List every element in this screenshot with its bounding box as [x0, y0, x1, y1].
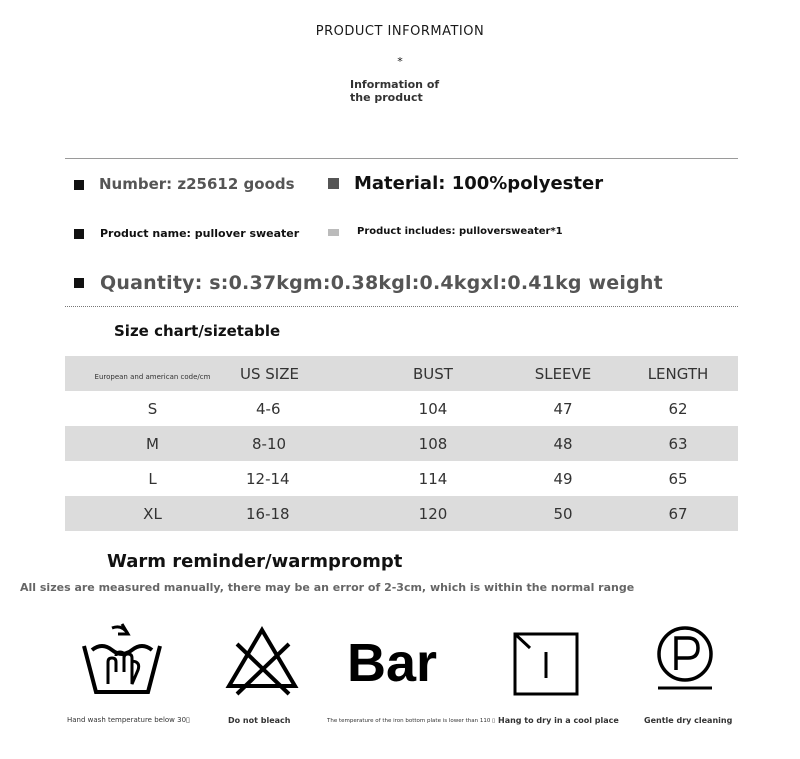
iron-bar-text: Bar — [347, 633, 438, 693]
table-cell: L — [148, 469, 157, 488]
bullet-icon — [74, 229, 84, 239]
table-cell: 63 — [618, 426, 738, 461]
hang-dry-icon — [510, 622, 585, 702]
table-cell: 4-6 — [256, 399, 281, 418]
header-subtitle: Information of the product — [350, 78, 440, 104]
table-row — [65, 391, 738, 426]
column-header: BUST — [358, 356, 508, 391]
table-cell: 114 — [418, 469, 448, 488]
divider — [65, 158, 738, 159]
column-header: LENGTH — [618, 356, 738, 391]
table-cell: S — [147, 399, 158, 418]
table-cell: 16-18 — [240, 496, 358, 531]
care-label: Hand wash temperature below 30▯ — [67, 716, 190, 724]
table-cell: 47 — [553, 399, 573, 418]
table-cell: 67 — [618, 496, 738, 531]
bullet-icon — [74, 278, 84, 288]
hand-wash-icon — [78, 622, 168, 702]
table-cell: 49 — [553, 469, 573, 488]
column-header: SLEEVE — [508, 356, 618, 391]
table-cell: M — [65, 426, 240, 461]
table-cell: 104 — [418, 399, 448, 418]
bullet-icon — [328, 178, 339, 189]
table-row — [65, 426, 738, 461]
warm-reminder-title: Warm reminder/warmprompt — [107, 551, 403, 572]
care-label: Gentle dry cleaning — [644, 716, 733, 725]
iron-bar-icon — [347, 633, 457, 716]
header-star: * — [397, 55, 403, 68]
bullet-icon — [74, 180, 84, 190]
bullet-icon — [328, 229, 339, 236]
size-chart-title: Size chart/sizetable — [114, 322, 281, 340]
product-material: Material: 100%polyester — [354, 173, 604, 194]
table-row — [65, 496, 738, 531]
table-cell: 8-10 — [240, 426, 358, 461]
product-number: Number: z25612 goods — [99, 175, 295, 193]
table-cell: XL — [65, 496, 240, 531]
warm-reminder-note: All sizes are measured manually, there may be an error of 2-3cm, which is within the normal range — [20, 581, 635, 594]
product-name: Product name: pullover sweater — [100, 227, 300, 240]
table-cell: 62 — [668, 399, 688, 418]
care-label: The temperature of the iron bottom plate is lower than 110 ▯ — [327, 718, 496, 724]
column-header: European and american code/cm — [94, 372, 211, 381]
product-includes: Product includes: pulloversweater*1 — [357, 226, 563, 237]
product-quantity: Quantity: s:0.37kgm:0.38kgl:0.4kgxl:0.41kg weight — [100, 272, 663, 294]
care-label: Do not bleach — [228, 716, 291, 725]
table-cell: 120 — [358, 496, 508, 531]
table-cell: 48 — [508, 426, 618, 461]
table-cell: 50 — [508, 496, 618, 531]
column-header: US SIZE — [240, 356, 358, 391]
do-not-bleach-icon — [225, 622, 300, 702]
table-header-row — [65, 356, 738, 391]
table-cell: 12-14 — [246, 469, 290, 488]
size-table — [65, 356, 738, 531]
dotted-divider — [65, 306, 738, 307]
table-cell: 65 — [668, 469, 688, 488]
page-title: PRODUCT INFORMATION — [315, 24, 485, 39]
dry-clean-icon — [652, 622, 722, 702]
care-label: Hang to dry in a cool place — [498, 716, 619, 725]
table-row — [65, 461, 738, 496]
table-cell: 108 — [358, 426, 508, 461]
